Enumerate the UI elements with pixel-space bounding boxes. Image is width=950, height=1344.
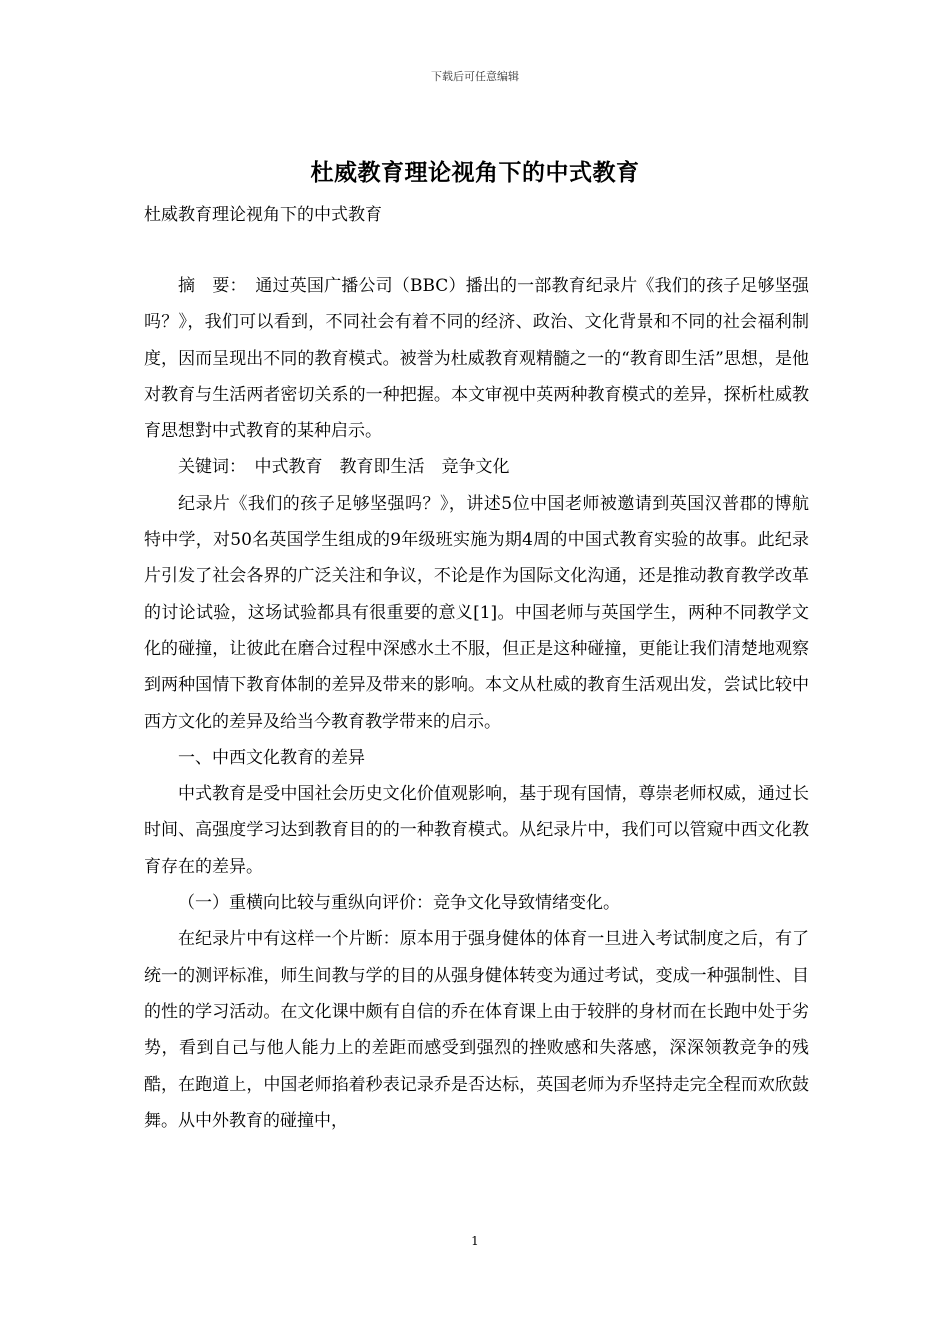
document-body bbox=[144, 268, 809, 1139]
section-heading-1: 一、中西文化教育的差异 bbox=[178, 747, 365, 768]
subsection-1-paragraph: 在纪录片中有这样一个片断：原本用于强身健体的体育一旦进入考试制度之后，有了统一的测评标准，师生间教与学的目的从强身健体转变为通过考试，变成一种强制性、目的性的学习活动。在文化课中颇有自信的乔在体育课上由于较胖的身材而在长跑中处于劣势，看到自己与他人能力上的差距而感受到强烈的挫败感和失落感，深深领教竞争的残酷，在跑道上，中国老师掐着秒表记录乔是否达标，英国老师为乔坚持走完全程而欢欣鼓舞。从中外教育的碰撞中， bbox=[144, 929, 809, 1131]
subsection-heading-1: （一）重横向比较与重纵向评价：竞争文化导致情绪变化。 bbox=[178, 893, 620, 914]
document-title: 杜威教育理论视角下的中式教育 bbox=[310, 159, 640, 186]
keywords-paragraph: 关键词： 中式教育 教育即生活 竞争文化 bbox=[178, 457, 510, 478]
abstract-paragraph: 摘 要： 通过英国广播公司（BBC）播出的一部教育纪录片《我们的孩子足够坚强吗？》，我们可以看到，不同社会有着不同的经济、政治、文化背景和不同的社会福利制度，因而呈现出不同的教育模式。被誉为杜威教育观精髓之一的“教育即生活”思想，是他对教育与生活两者密切关系的一种把握。本文审视中英两种教育模式的差异，探析杜威教育思想對中式教育的某种启示。 bbox=[144, 276, 809, 442]
header-note: 下载后可任意编辑 bbox=[431, 70, 519, 83]
document-subtitle: 杜威教育理论视角下的中式教育 bbox=[144, 205, 382, 225]
page-number: 1 bbox=[471, 1234, 479, 1248]
intro-paragraph: 纪录片《我们的孩子足够坚强吗？》，讲述5位中国老师被邀请到英国汉普郡的博航特中学，对50名英国学生组成的9年级班实施为期4周的中国式教育实验的故事。此纪录片引发了社会各界的广泛关注和争议，不论是作为国际文化沟通，还是推动教育教学改革的讨论试验，这场试验都具有很重要的意义[1]。中国老师与英国学生，两种不同教学文化的碰撞，让彼此在磨合过程中深感水土不服，但正是这种碰撞，更能让我们清楚地观察到两种国情下教育体制的差异及带来的影响。本文从杜威的教育生活观出发，尝试比较中西方文化的差异及给当今教育教学带来的启示。 bbox=[144, 493, 809, 732]
section-1-paragraph: 中式教育是受中国社会历史文化价值观影响，基于现有国情，尊崇老师权威，通过长时间、高强度学习达到教育目的的一种教育模式。从纪录片中，我们可以管窥中西文化教育存在的差异。 bbox=[144, 784, 809, 877]
